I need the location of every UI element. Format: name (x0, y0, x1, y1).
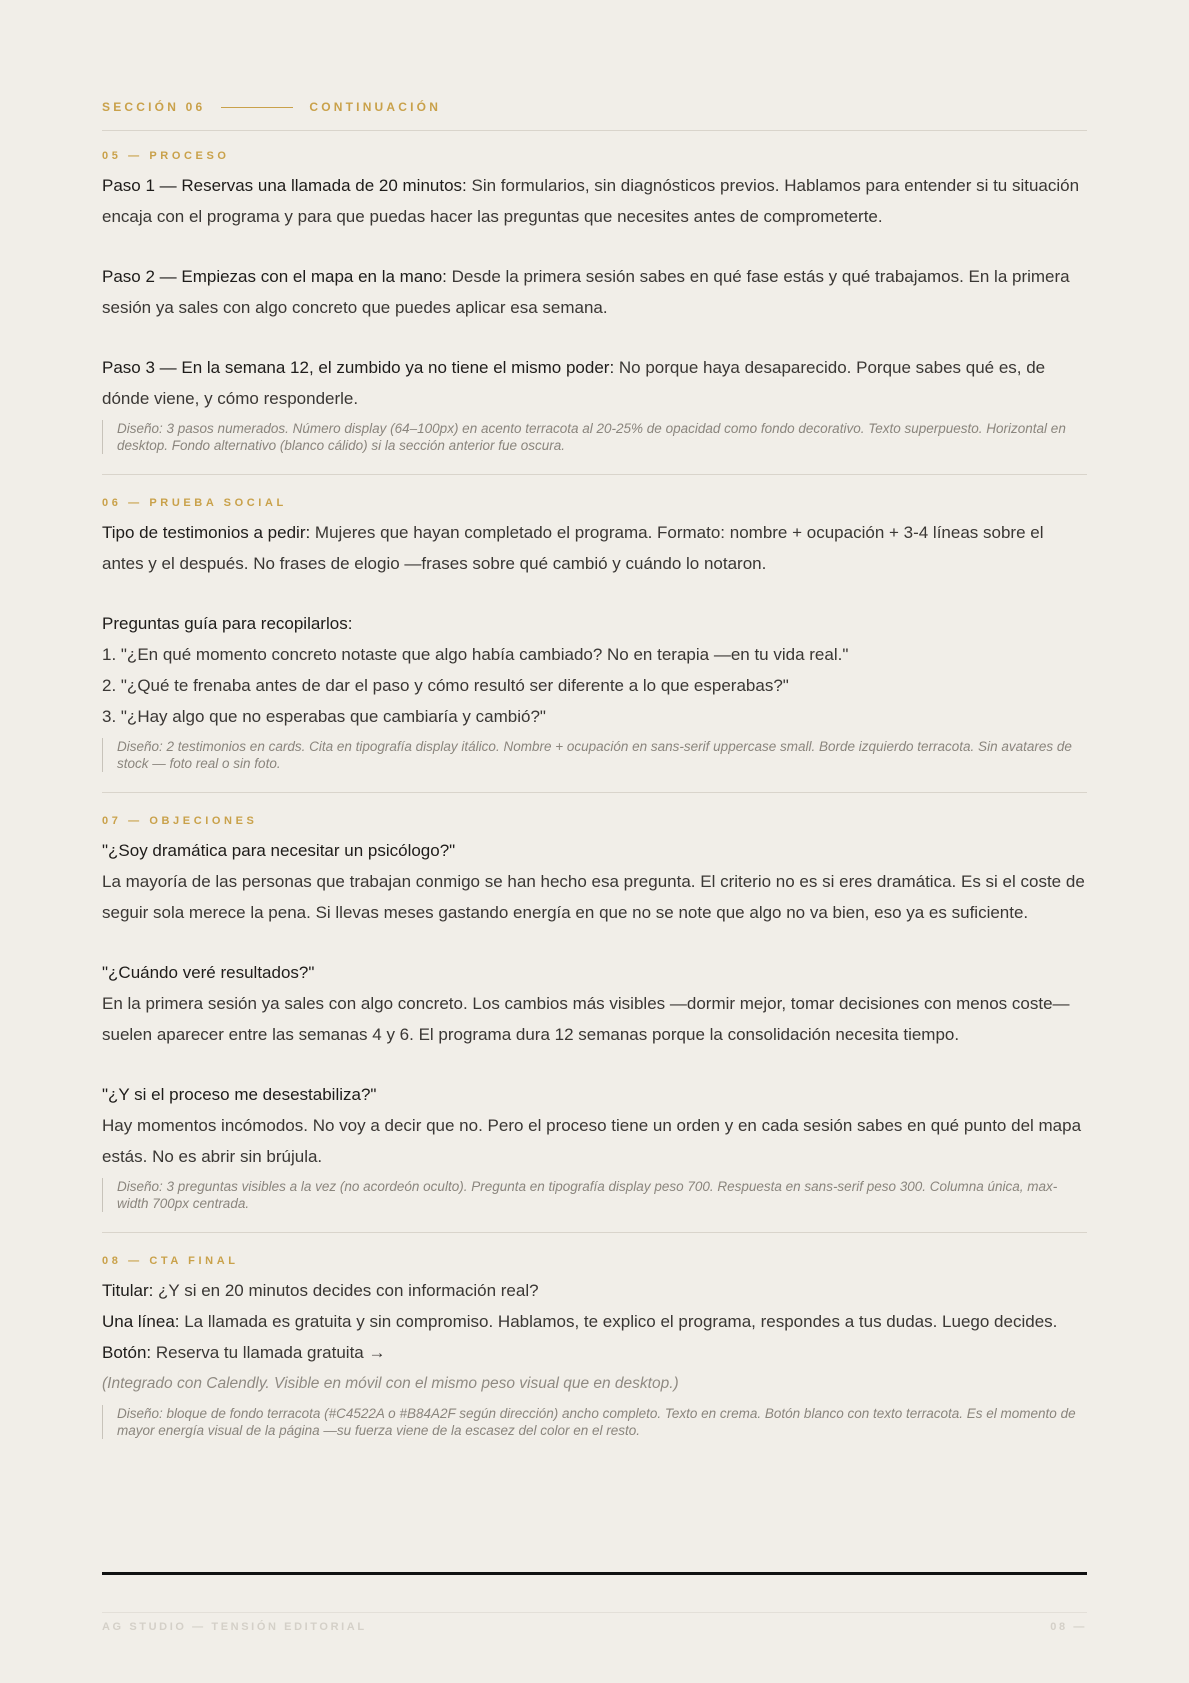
testimonial-type (102, 517, 1087, 579)
objection-answer-2: En la primera sesión ya sales con algo concreto. Los cambios más visibles —dormir mejor, tomar decisiones con menos coste— suelen aparecer entre las semanas 4 y 6. El programa dura 12 semanas porque la consolidación necesita tiempo. (102, 994, 1070, 1044)
section-label-cta: 08 — CTA FINAL (102, 1255, 239, 1267)
objection-question-3: "¿Y si el proceso me desestabiliza?" (102, 1085, 377, 1104)
cta-linea-lead: Una línea: (102, 1312, 180, 1331)
step-3 (102, 352, 1087, 414)
cta-boton-text: Reserva tu llamada gratuita → (151, 1343, 386, 1362)
section-divider (102, 474, 1087, 475)
cta-titular-lead: Titular: (102, 1281, 154, 1300)
section-number: SECCIÓN 06 (102, 100, 206, 114)
section-label-proceso: 05 — PROCESO (102, 150, 230, 162)
guide-question-3: 3. "¿Hay algo que no esperabas que cambiaría y cambió?" (102, 707, 546, 726)
testimonial-type-lead: Tipo de testimonios a pedir: (102, 523, 311, 542)
page-footer (102, 1612, 1087, 1641)
cta-linea-text: La llamada es gratuita y sin compromiso. Hablamos, te explico el programa, respondes a tus dudas. Luego decides. (179, 1312, 1058, 1331)
cta-boton (102, 1337, 1087, 1368)
objection-question-1: "¿Soy dramática para necesitar un psicólogo?" (102, 841, 456, 860)
footer-studio: AG STUDIO — TENSIÓN EDITORIAL (102, 1621, 367, 1633)
section-continuation: CONTINUACIÓN (309, 100, 442, 114)
step-1 (102, 170, 1087, 232)
cta-titular (102, 1275, 1087, 1306)
section-label-objeciones: 07 — OBJECIONES (102, 815, 258, 827)
questions-title: Preguntas guía para recopilarlos: (102, 614, 353, 633)
step-3-lead: Paso 3 — En la semana 12, el zumbido ya no tiene el mismo poder: (102, 358, 615, 377)
section-divider (102, 792, 1087, 793)
design-note-cta: Diseño: bloque de fondo terracota (#C4522A o #B84A2F según dirección) ancho completo. Texto en crema. Botón blanco con texto terracota. Es el momento de mayor energía visual de la página —su fuerza viene de la escasez del color en el resto. (102, 1405, 1087, 1439)
header-rule (221, 107, 293, 108)
section-label-social: 06 — PRUEBA SOCIAL (102, 497, 287, 509)
section-divider (102, 1232, 1087, 1233)
design-note-objeciones: Diseño: 3 preguntas visibles a la vez (no acordeón oculto). Pregunta en tipografía display peso 700. Respuesta en sans-serif peso 300. Columna única, max-width 700px centrada. (102, 1178, 1087, 1212)
step-2-lead: Paso 2 — Empiezas con el mapa en la mano: (102, 267, 447, 286)
end-rule (102, 1572, 1087, 1575)
cta-integration-note: (Integrado con Calendly. Visible en móvil con el mismo peso visual que en desktop.) (102, 1375, 679, 1392)
cta-boton-lead: Botón: (102, 1343, 152, 1362)
objection-answer-1: La mayoría de las personas que trabajan conmigo se han hecho esa pregunta. El criterio no es si eres dramática. Es si el coste de seguir sola merece la pena. Si llevas meses gastando energía en que no se note que algo no va bien, eso ya es suficiente. (102, 872, 1085, 922)
step-2 (102, 261, 1087, 323)
guide-question-1: 1. "¿En qué momento concreto notaste que algo había cambiado? No en terapia —en tu vida real." (102, 645, 849, 664)
document-content (102, 150, 1087, 1439)
section-header (102, 100, 1087, 131)
step-1-text: Sin formularios, sin diagnósticos previos. Hablamos para entender si tu situación encaja con el programa y para que puedas hacer las preguntas que necesites antes de comprometerte. (102, 176, 1080, 226)
testimonial-type-text: Mujeres que hayan completado el programa. Formato: nombre + ocupación + 3-4 líneas sobre el antes y el después. No frases de elogio —frases sobre qué cambió y cuándo lo notaron. (102, 523, 1044, 573)
footer-page-number: 08 — (1050, 1621, 1087, 1633)
objection-answer-3: Hay momentos incómodos. No voy a decir que no. Pero el proceso tiene un orden y en cada sesión sabes en qué punto del mapa estás. No es abrir sin brújula. (102, 1116, 1082, 1166)
objection-question-2: "¿Cuándo veré resultados?" (102, 963, 315, 982)
step-1-lead: Paso 1 — Reservas una llamada de 20 minutos: (102, 176, 467, 195)
cta-titular-text: ¿Y si en 20 minutos decides con información real? (153, 1281, 539, 1300)
design-note-social: Diseño: 2 testimonios en cards. Cita en tipografía display itálico. Nombre + ocupación en sans-serif uppercase small. Borde izquierdo terracota. Sin avatares de stock — foto real o sin foto. (102, 738, 1087, 772)
cta-linea (102, 1306, 1087, 1337)
step-2-text: Desde la primera sesión sabes en qué fase estás y qué trabajamos. En la primera sesión ya sales con algo concreto que puedes aplicar esa semana. (102, 267, 1070, 317)
design-note-proceso: Diseño: 3 pasos numerados. Número display (64–100px) en acento terracota al 20-25% de opacidad como fondo decorativo. Texto superpuesto. Horizontal en desktop. Fondo alternativo (blanco cálido) si la sección anterior fue oscura. (102, 420, 1087, 454)
guide-question-2: 2. "¿Qué te frenaba antes de dar el paso y cómo resultó ser diferente a lo que esperabas?" (102, 676, 789, 695)
step-3-text: No porque haya desaparecido. Porque sabes qué es, de dónde viene, y cómo responderle. (102, 358, 1046, 408)
